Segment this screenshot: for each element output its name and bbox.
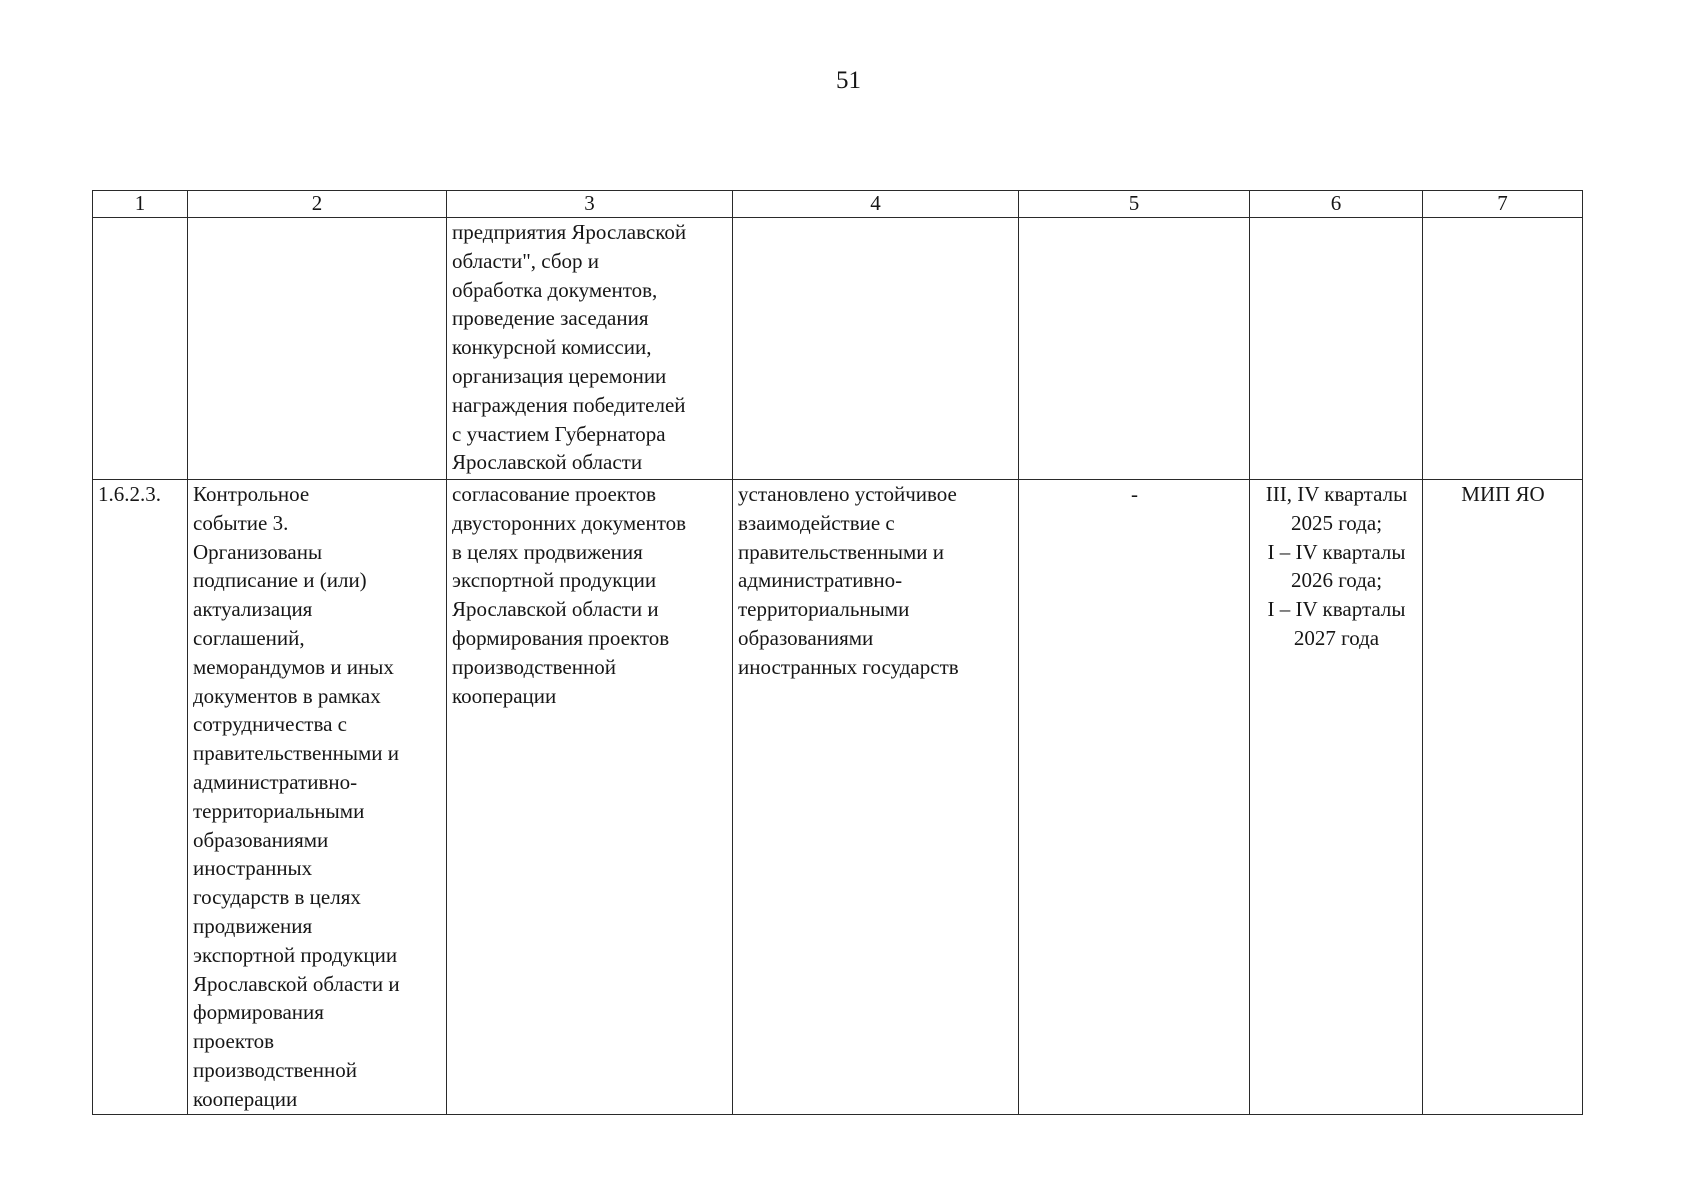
column-number: 6 — [1250, 191, 1423, 218]
column-5-cell: - — [1019, 480, 1250, 1115]
column-number: 7 — [1423, 191, 1583, 218]
column-5-cell — [1019, 218, 1250, 480]
column-number: 1 — [93, 191, 188, 218]
column-number: 2 — [188, 191, 447, 218]
activity-description-cell: предприятия Ярославской области", сбор и обработка документов, проведение заседания конкурсной комиссии, организация церемонии награждения победителей с участием Губернатора Ярославской области — [447, 218, 733, 480]
program-table — [92, 190, 1583, 1115]
deadline-cell: III, IV кварталы 2025 года; I – IV кварталы 2026 года; I – IV кварталы 2027 года — [1250, 480, 1423, 1115]
deadline-cell — [1250, 218, 1423, 480]
column-number: 3 — [447, 191, 733, 218]
column-number: 5 — [1019, 191, 1250, 218]
responsible-cell: МИП ЯО — [1423, 480, 1583, 1115]
table-row-1-6-2-3 — [93, 480, 1583, 1115]
row-number-cell: 1.6.2.3. — [93, 480, 188, 1115]
row-number-cell — [93, 218, 188, 480]
column-number: 4 — [733, 191, 1019, 218]
expected-result-cell: установлено устойчивое взаимодействие с правительственными и административно- территориальными образованиями иностранных государств — [733, 480, 1019, 1115]
table-row-continuation — [93, 218, 1583, 480]
event-name-cell — [188, 218, 447, 480]
column-number-row — [93, 191, 1583, 218]
activity-description-cell: согласование проектов двусторонних документов в целях продвижения экспортной продукции Ярославской области и формирования проектов производственной кооперации — [447, 480, 733, 1115]
expected-result-cell — [733, 218, 1019, 480]
event-name-cell: Контрольное событие 3. Организованы подписание и (или) актуализация соглашений, меморандумов и иных документов в рамках сотрудничества с правительственными и административно- территориальными образованиями иностранных государств в целях продвижения экспортной продукции Ярославской области и формирования проектов производственной кооперации — [188, 480, 447, 1115]
responsible-cell — [1423, 218, 1583, 480]
page-number: 51 — [836, 67, 861, 94]
